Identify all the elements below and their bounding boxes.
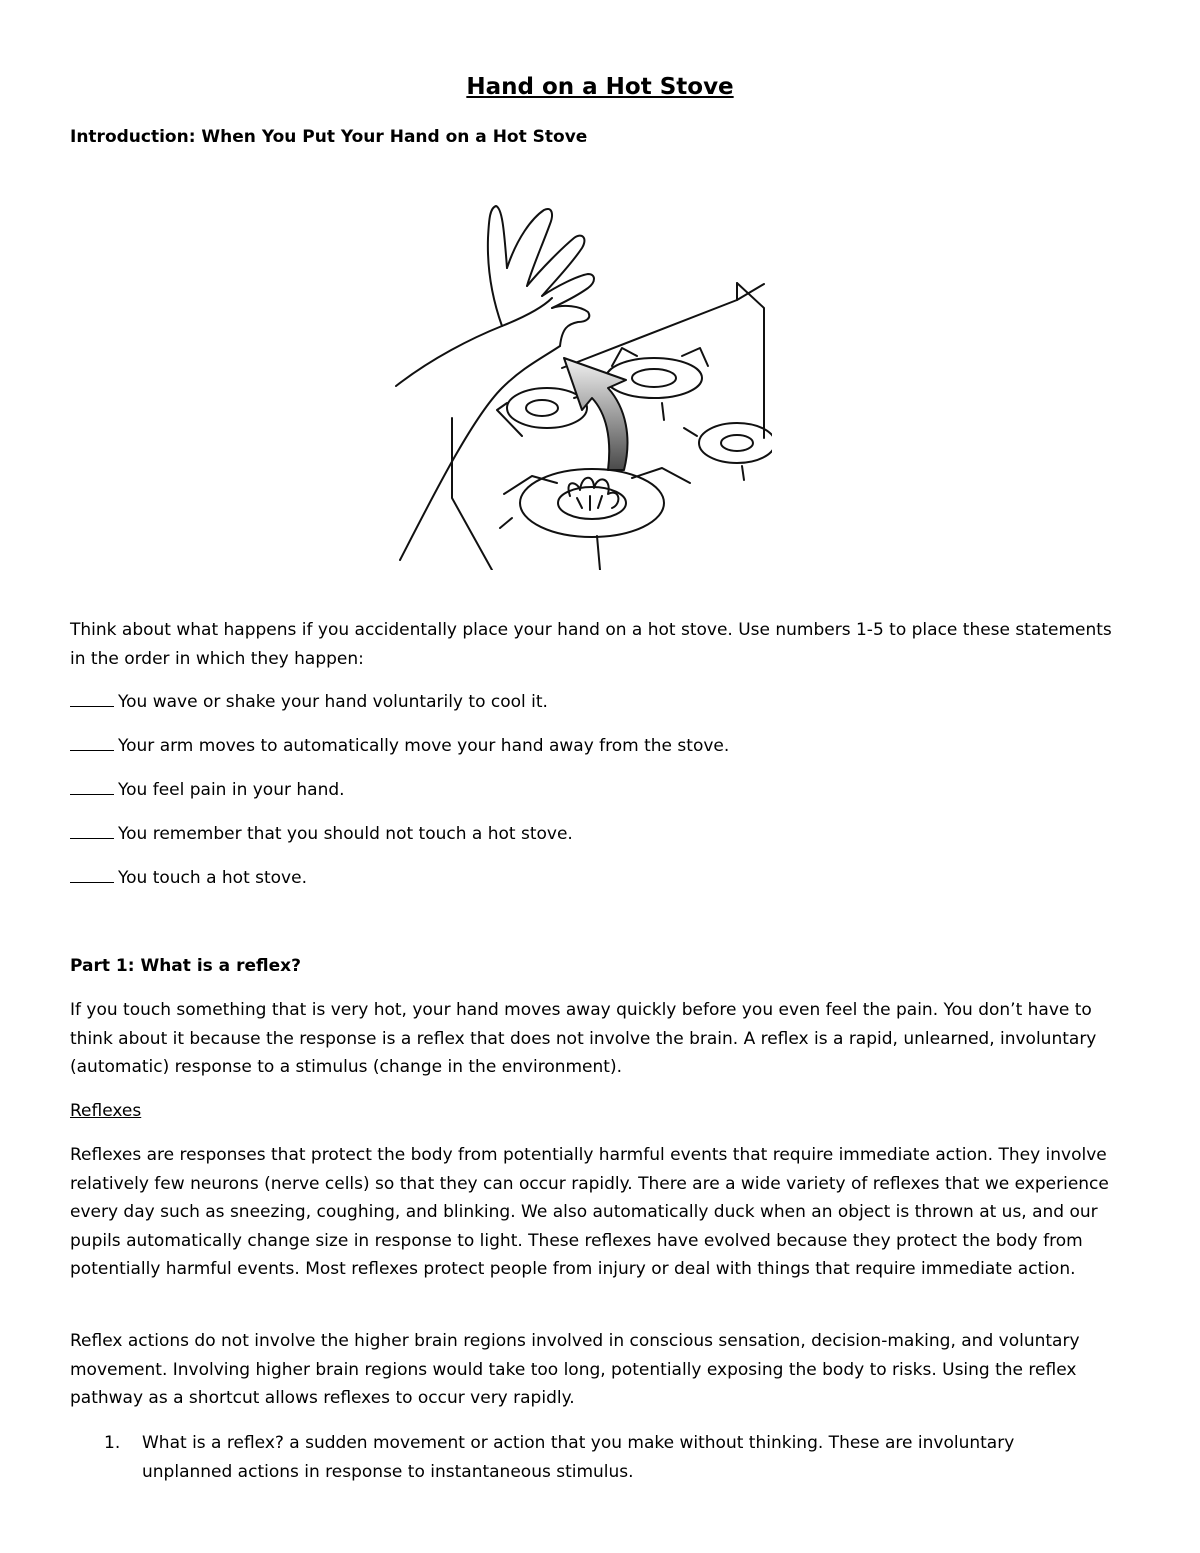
statement-row [70,777,345,802]
statement-row [70,733,729,758]
answer-blank[interactable] [70,689,114,707]
reflexes-paragraph: Reflexes are responses that protect the body from potentially harmful events that require immediate action. They involve relatively few neurons (nerve cells) so that they can occur rapidly. There are a wide variety of reflexes that we experience every day such as sneezing, coughing, and blinking. We also automatically duck when an object is thrown at us, and our pupils automatically change size in response to light. These reflexes have evolved because they protect the body from potentially harmful events. Most reflexes protect people from injury or deal with things that require immediate action. [70,1145,1109,1279]
reflexes-subheading: Reflexes [70,1101,142,1121]
question-text: What is a reflex? a sudden movement or action that you make without thinking. These are involuntary unplanned actions in response to instantaneous stimulus. [142,1433,1015,1482]
page-title: Hand on a Hot Stove [466,74,734,100]
question-number: 1. [104,1433,121,1453]
statement-row [70,865,307,890]
hand-on-stove-icon [392,198,772,570]
hand-on-stove-illustration [392,198,772,570]
answer-blank[interactable] [70,733,114,751]
part1-heading: Part 1: What is a reflex? [70,956,301,976]
answer-blank[interactable] [70,865,114,883]
statement-text: You wave or shake your hand voluntarily to cool it. [118,692,548,712]
answer-blank[interactable] [70,821,114,839]
intro-heading: Introduction: When You Put Your Hand on a Hot Stove [70,127,588,147]
statement-row [70,689,548,714]
statement-text: You remember that you should not touch a hot stove. [118,824,573,844]
ordering-instructions: Think about what happens if you accidentally place your hand on a hot stove. Use numbers 1-5 to place these statements in the order in which they happen: [70,620,1112,669]
part1-intro-paragraph: If you touch something that is very hot, your hand moves away quickly before you even feel the pain. You don’t have to think about it because the response is a reflex that does not involve the brain. A reflex is a rapid, unlearned, involuntary (automatic) response to a stimulus (change in the environment). [70,1000,1097,1077]
statement-text: You feel pain in your hand. [118,780,345,800]
statement-row [70,821,573,846]
statement-text: Your arm moves to automatically move your hand away from the stove. [118,736,730,756]
answer-blank[interactable] [70,777,114,795]
reflexes-paragraph: Reflex actions do not involve the higher brain regions involved in conscious sensation, decision-making, and voluntary movement. Involving higher brain regions would take too long, potentially exposing the body to risks. Using the reflex pathway as a shortcut allows reflexes to occur very rapidly. [70,1331,1080,1408]
statement-text: You touch a hot stove. [118,868,307,888]
